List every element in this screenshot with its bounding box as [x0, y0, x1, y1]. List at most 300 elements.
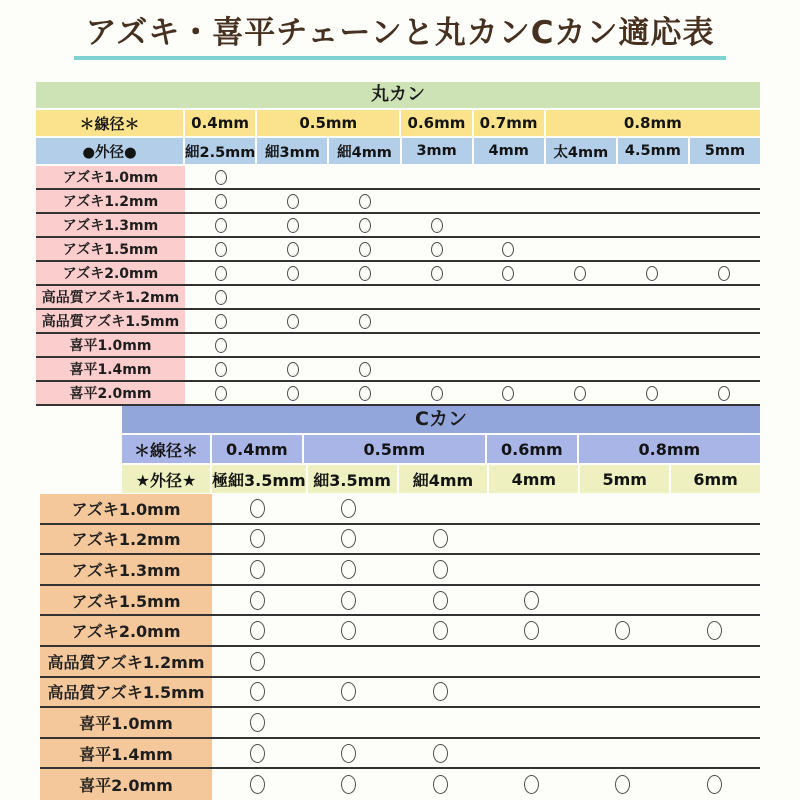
mark-cell-empty	[473, 310, 545, 332]
mark-cell-compatible	[257, 190, 329, 212]
compatible-circle-mark	[524, 775, 539, 794]
wire-diameter-label: ＊線径＊	[122, 435, 210, 463]
outer-diameter-value: 3mm	[402, 138, 472, 164]
compatible-circle-mark	[524, 621, 539, 640]
mark-cell-compatible	[395, 555, 486, 584]
mark-cell-empty	[577, 525, 668, 554]
compatible-circle-mark	[341, 775, 356, 794]
mark-cell-compatible	[185, 334, 257, 356]
chain-type-label: アズキ1.3mm	[40, 555, 212, 584]
compatible-circle-mark	[287, 194, 299, 209]
row-marks	[185, 262, 760, 284]
compatible-circle-mark	[431, 386, 443, 401]
compatible-circle-mark	[215, 362, 227, 377]
compatible-circle-mark	[341, 499, 356, 518]
compatible-circle-mark	[433, 560, 448, 579]
mark-cell-compatible	[395, 616, 486, 645]
table-row	[40, 769, 760, 800]
chain-type-label: アズキ1.3mm	[36, 214, 185, 236]
mark-cell-compatible	[329, 190, 401, 212]
mark-cell-empty	[616, 238, 688, 260]
outer-diameter-value: 太4mm	[546, 138, 616, 164]
row-marks	[212, 769, 760, 800]
mark-cell-empty	[395, 708, 486, 737]
chain-type-label: アズキ2.0mm	[40, 616, 212, 645]
table-row	[40, 678, 760, 709]
table-row	[36, 190, 760, 214]
outer-diameter-value: 細2.5mm	[185, 138, 255, 164]
mark-cell-compatible	[486, 769, 577, 800]
mark-cell-empty	[395, 494, 486, 523]
mark-cell-compatible	[185, 262, 257, 284]
page-title: アズキ・喜平チェーンと丸カンCカン適応表	[74, 14, 727, 60]
wire-diameter-value: 0.6mm	[401, 110, 471, 136]
row-marks	[185, 190, 760, 212]
compatible-circle-mark	[341, 621, 356, 640]
table-row	[40, 494, 760, 525]
mark-cell-empty	[669, 678, 760, 707]
compatible-circle-mark	[646, 386, 658, 401]
mark-cell-compatible	[486, 586, 577, 615]
table-row	[36, 334, 760, 358]
mark-cell-compatible	[401, 238, 473, 260]
mark-cell-empty	[544, 214, 616, 236]
compatible-circle-mark	[433, 621, 448, 640]
compatible-circle-mark	[215, 386, 227, 401]
row-marks	[185, 286, 760, 308]
compatible-circle-mark	[359, 194, 371, 209]
row-marks	[185, 382, 760, 404]
mark-cell-compatible	[395, 678, 486, 707]
compatible-circle-mark	[524, 591, 539, 610]
compatible-circle-mark	[287, 242, 299, 257]
mark-cell-empty	[688, 358, 760, 380]
compatible-circle-mark	[718, 266, 730, 281]
outer-diameter-value: 5mm	[690, 138, 760, 164]
mark-cell-compatible	[303, 555, 394, 584]
mark-cell-empty	[401, 310, 473, 332]
mark-cell-compatible	[669, 769, 760, 800]
compatible-circle-mark	[250, 621, 265, 640]
compatible-circle-mark	[287, 314, 299, 329]
compatible-circle-mark	[574, 386, 586, 401]
mark-cell-compatible	[401, 262, 473, 284]
compatible-circle-mark	[646, 266, 658, 281]
compatible-circle-mark	[341, 682, 356, 701]
mark-cell-empty	[544, 190, 616, 212]
compatible-circle-mark	[341, 744, 356, 763]
outer-diameter-label: ●外径●	[36, 138, 183, 164]
mark-cell-compatible	[303, 586, 394, 615]
mark-cell-compatible	[329, 262, 401, 284]
compatible-circle-mark	[359, 266, 371, 281]
mark-cell-compatible	[401, 382, 473, 404]
mark-cell-empty	[688, 286, 760, 308]
mark-cell-compatible	[185, 166, 257, 188]
row-marks	[185, 334, 760, 356]
mark-cell-empty	[669, 555, 760, 584]
mark-cell-empty	[669, 647, 760, 676]
chain-type-label: 喜平2.0mm	[40, 769, 212, 800]
compatible-circle-mark	[215, 170, 227, 185]
compatible-circle-mark	[215, 290, 227, 305]
mark-cell-compatible	[486, 616, 577, 645]
mark-cell-empty	[616, 310, 688, 332]
title-area	[0, 14, 800, 60]
mark-cell-empty	[473, 358, 545, 380]
compatible-circle-mark	[215, 218, 227, 233]
chain-type-label: 喜平1.0mm	[36, 334, 185, 356]
mark-cell-empty	[577, 555, 668, 584]
outer-diameter-value: 4mm	[474, 138, 544, 164]
mark-cell-empty	[669, 525, 760, 554]
mark-cell-empty	[257, 286, 329, 308]
table-row	[40, 555, 760, 586]
compatible-circle-mark	[341, 591, 356, 610]
table-row	[36, 166, 760, 190]
compatible-circle-mark	[250, 713, 265, 732]
mark-cell-compatible	[212, 616, 303, 645]
marukan-outer-diameter-row	[36, 138, 760, 164]
mark-cell-empty	[473, 214, 545, 236]
mark-cell-empty	[688, 166, 760, 188]
compatible-circle-mark	[250, 591, 265, 610]
mark-cell-empty	[688, 190, 760, 212]
mark-cell-empty	[473, 334, 545, 356]
compatible-circle-mark	[359, 242, 371, 257]
chain-type-label: アズキ1.2mm	[36, 190, 185, 212]
compatible-circle-mark	[215, 314, 227, 329]
compatible-circle-mark	[215, 242, 227, 257]
compatible-circle-mark	[250, 744, 265, 763]
mark-cell-compatible	[303, 769, 394, 800]
mark-cell-compatible	[185, 382, 257, 404]
chain-type-label: 喜平2.0mm	[36, 382, 185, 404]
mark-cell-empty	[688, 214, 760, 236]
chain-type-label: アズキ1.5mm	[40, 586, 212, 615]
compatible-circle-mark	[359, 314, 371, 329]
mark-cell-empty	[544, 166, 616, 188]
compatible-circle-mark	[341, 529, 356, 548]
outer-diameter-value: 細3.5mm	[308, 465, 397, 493]
mark-cell-empty	[401, 166, 473, 188]
mark-cell-compatible	[185, 190, 257, 212]
mark-cell-compatible	[577, 616, 668, 645]
mark-cell-empty	[669, 739, 760, 768]
mark-cell-empty	[616, 166, 688, 188]
mark-cell-compatible	[257, 310, 329, 332]
table-row	[36, 214, 760, 238]
mark-cell-empty	[669, 708, 760, 737]
mark-cell-compatible	[329, 238, 401, 260]
mark-cell-empty	[486, 525, 577, 554]
compatible-circle-mark	[431, 242, 443, 257]
mark-cell-compatible	[212, 494, 303, 523]
mark-cell-compatible	[395, 525, 486, 554]
table-row	[40, 739, 760, 770]
mark-cell-empty	[486, 555, 577, 584]
compatible-circle-mark	[250, 529, 265, 548]
outer-diameter-value: 6mm	[671, 465, 760, 493]
mark-cell-empty	[329, 334, 401, 356]
mark-cell-compatible	[257, 382, 329, 404]
ckan-table-header	[122, 406, 760, 495]
outer-diameter-value: 5mm	[580, 465, 669, 493]
table-row	[36, 310, 760, 334]
compatible-circle-mark	[433, 682, 448, 701]
mark-cell-compatible	[473, 262, 545, 284]
table-row	[40, 647, 760, 678]
mark-cell-compatible	[185, 358, 257, 380]
mark-cell-compatible	[395, 739, 486, 768]
mark-cell-empty	[616, 358, 688, 380]
outer-diameter-value: 細4mm	[399, 465, 488, 493]
compatible-circle-mark	[433, 529, 448, 548]
compatible-circle-mark	[250, 560, 265, 579]
mark-cell-compatible	[303, 678, 394, 707]
outer-diameter-value: 極細3.5mm	[212, 465, 306, 493]
mark-cell-empty	[577, 739, 668, 768]
mark-cell-empty	[486, 647, 577, 676]
chain-type-label: アズキ1.5mm	[36, 238, 185, 260]
row-marks	[185, 214, 760, 236]
mark-cell-empty	[401, 358, 473, 380]
compatible-circle-mark	[359, 386, 371, 401]
ckan-wire-diameter-row	[122, 435, 760, 463]
wire-diameter-value: 0.4mm	[212, 435, 302, 463]
chain-type-label: 高品質アズキ1.2mm	[40, 647, 212, 676]
mark-cell-compatible	[257, 262, 329, 284]
row-marks	[212, 739, 760, 768]
compatible-circle-mark	[615, 621, 630, 640]
compatible-circle-mark	[707, 775, 722, 794]
mark-cell-empty	[401, 286, 473, 308]
wire-diameter-value: 0.6mm	[487, 435, 577, 463]
compatible-circle-mark	[433, 591, 448, 610]
mark-cell-compatible	[688, 382, 760, 404]
mark-cell-empty	[395, 647, 486, 676]
compatible-circle-mark	[359, 218, 371, 233]
row-marks	[212, 555, 760, 584]
table-row	[40, 525, 760, 556]
mark-cell-empty	[577, 678, 668, 707]
mark-cell-compatible	[401, 214, 473, 236]
mark-cell-empty	[401, 190, 473, 212]
mark-cell-empty	[616, 286, 688, 308]
mark-cell-empty	[544, 286, 616, 308]
chain-type-label: 高品質アズキ1.2mm	[36, 286, 185, 308]
mark-cell-compatible	[616, 382, 688, 404]
mark-cell-compatible	[212, 525, 303, 554]
mark-cell-compatible	[212, 769, 303, 800]
chain-type-label: アズキ1.2mm	[40, 525, 212, 554]
mark-cell-empty	[257, 334, 329, 356]
table-row	[36, 358, 760, 382]
row-marks	[185, 310, 760, 332]
table-row	[40, 586, 760, 617]
wire-diameter-value: 0.7mm	[474, 110, 544, 136]
compatible-circle-mark	[718, 386, 730, 401]
mark-cell-empty	[544, 238, 616, 260]
mark-cell-compatible	[185, 214, 257, 236]
mark-cell-compatible	[212, 586, 303, 615]
compatible-circle-mark	[250, 652, 265, 671]
mark-cell-compatible	[544, 382, 616, 404]
outer-diameter-value: 細3mm	[257, 138, 327, 164]
mark-cell-compatible	[303, 739, 394, 768]
mark-cell-compatible	[212, 678, 303, 707]
outer-diameter-value: 4mm	[489, 465, 578, 493]
ckan-outer-diameter-row	[122, 465, 760, 493]
mark-cell-compatible	[185, 286, 257, 308]
mark-cell-compatible	[303, 525, 394, 554]
mark-cell-compatible	[185, 238, 257, 260]
compatible-circle-mark	[287, 266, 299, 281]
compatible-circle-mark	[433, 775, 448, 794]
mark-cell-compatible	[669, 616, 760, 645]
row-marks	[212, 616, 760, 645]
row-marks	[185, 238, 760, 260]
table-row	[36, 382, 760, 406]
outer-diameter-value: 細4mm	[329, 138, 399, 164]
compatible-circle-mark	[250, 682, 265, 701]
mark-cell-compatible	[303, 616, 394, 645]
mark-cell-compatible	[329, 310, 401, 332]
mark-cell-empty	[486, 708, 577, 737]
row-marks	[212, 586, 760, 615]
row-marks	[212, 708, 760, 737]
mark-cell-empty	[486, 739, 577, 768]
row-marks	[212, 525, 760, 554]
mark-cell-compatible	[688, 262, 760, 284]
table-row	[36, 262, 760, 286]
compatible-circle-mark	[615, 775, 630, 794]
compatible-circle-mark	[502, 386, 514, 401]
mark-cell-empty	[303, 647, 394, 676]
mark-cell-empty	[473, 166, 545, 188]
mark-cell-empty	[616, 214, 688, 236]
mark-cell-compatible	[329, 382, 401, 404]
table-row	[40, 616, 760, 647]
compatible-circle-mark	[502, 266, 514, 281]
compatible-circle-mark	[341, 560, 356, 579]
mark-cell-empty	[329, 166, 401, 188]
mark-cell-empty	[577, 708, 668, 737]
mark-cell-compatible	[212, 647, 303, 676]
chain-type-label: 喜平1.4mm	[40, 739, 212, 768]
mark-cell-compatible	[577, 769, 668, 800]
wire-diameter-value: 0.8mm	[546, 110, 760, 136]
compatible-circle-mark	[215, 338, 227, 353]
row-marks	[185, 166, 760, 188]
mark-cell-empty	[303, 708, 394, 737]
chain-type-label: 高品質アズキ1.5mm	[40, 678, 212, 707]
mark-cell-compatible	[544, 262, 616, 284]
mark-cell-compatible	[616, 262, 688, 284]
ckan-table-body	[40, 494, 760, 800]
mark-cell-empty	[616, 334, 688, 356]
mark-cell-compatible	[257, 238, 329, 260]
mark-cell-empty	[688, 334, 760, 356]
ckan-table-title: Cカン	[122, 406, 760, 433]
mark-cell-compatible	[257, 358, 329, 380]
mark-cell-empty	[669, 494, 760, 523]
compatible-circle-mark	[433, 744, 448, 763]
marukan-table	[36, 82, 760, 406]
compatible-circle-mark	[502, 242, 514, 257]
mark-cell-compatible	[303, 494, 394, 523]
mark-cell-empty	[669, 586, 760, 615]
mark-cell-empty	[544, 358, 616, 380]
wire-diameter-value: 0.8mm	[579, 435, 760, 463]
chain-type-label: 喜平1.0mm	[40, 708, 212, 737]
mark-cell-empty	[401, 334, 473, 356]
mark-cell-empty	[544, 334, 616, 356]
mark-cell-compatible	[473, 238, 545, 260]
chain-type-label: アズキ2.0mm	[36, 262, 185, 284]
mark-cell-empty	[577, 647, 668, 676]
chain-type-label: 喜平1.4mm	[36, 358, 185, 380]
table-row	[36, 286, 760, 310]
compatible-circle-mark	[431, 218, 443, 233]
mark-cell-empty	[257, 166, 329, 188]
mark-cell-empty	[577, 586, 668, 615]
wire-diameter-value: 0.4mm	[185, 110, 255, 136]
marukan-wire-diameter-row	[36, 110, 760, 136]
mark-cell-empty	[329, 286, 401, 308]
mark-cell-compatible	[212, 739, 303, 768]
mark-cell-empty	[473, 286, 545, 308]
row-marks	[212, 494, 760, 523]
marukan-table-body	[36, 166, 760, 406]
compatible-circle-mark	[215, 266, 227, 281]
compatible-circle-mark	[250, 775, 265, 794]
compatible-circle-mark	[287, 386, 299, 401]
wire-diameter-label: ＊線径＊	[36, 110, 183, 136]
chain-type-label: 高品質アズキ1.5mm	[36, 310, 185, 332]
compatible-circle-mark	[215, 194, 227, 209]
mark-cell-empty	[486, 678, 577, 707]
table-row	[36, 238, 760, 262]
row-marks	[212, 647, 760, 676]
mark-cell-compatible	[212, 708, 303, 737]
wire-diameter-value: 0.5mm	[304, 435, 485, 463]
compatible-circle-mark	[250, 499, 265, 518]
mark-cell-empty	[544, 310, 616, 332]
mark-cell-compatible	[185, 310, 257, 332]
compatible-circle-mark	[707, 621, 722, 640]
outer-diameter-label: ★外径★	[122, 465, 210, 493]
compatible-circle-mark	[359, 362, 371, 377]
mark-cell-compatible	[212, 555, 303, 584]
mark-cell-empty	[473, 190, 545, 212]
mark-cell-empty	[577, 494, 668, 523]
mark-cell-empty	[486, 494, 577, 523]
row-marks	[185, 358, 760, 380]
compatible-circle-mark	[287, 218, 299, 233]
compatible-circle-mark	[431, 266, 443, 281]
compatible-circle-mark	[574, 266, 586, 281]
mark-cell-compatible	[329, 214, 401, 236]
marukan-table-title: 丸カン	[36, 82, 760, 108]
outer-diameter-value: 4.5mm	[618, 138, 688, 164]
mark-cell-empty	[688, 238, 760, 260]
table-row	[40, 708, 760, 739]
mark-cell-compatible	[257, 214, 329, 236]
compatible-circle-mark	[287, 362, 299, 377]
mark-cell-compatible	[395, 769, 486, 800]
row-marks	[212, 678, 760, 707]
